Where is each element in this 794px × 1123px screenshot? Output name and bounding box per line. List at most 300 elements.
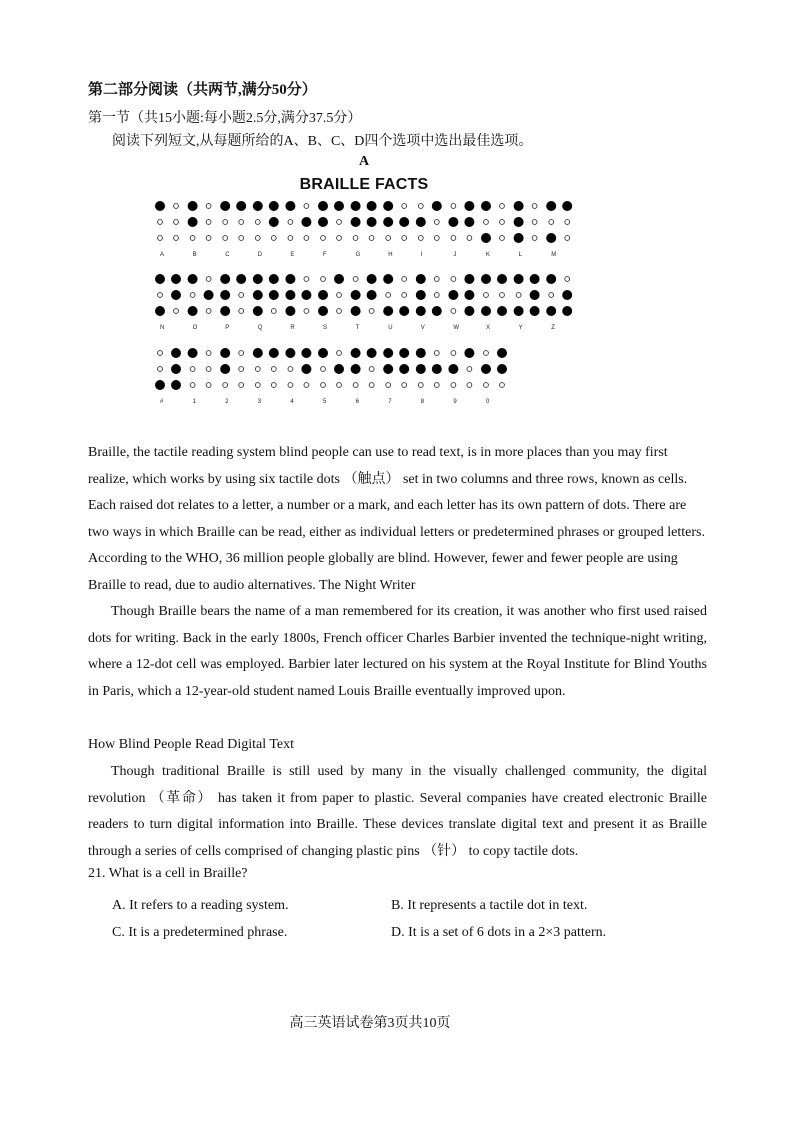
braille-cell-label: G: [355, 252, 361, 258]
braille-cell: [383, 274, 409, 331]
raised-dot: [514, 217, 524, 227]
flat-dot: [288, 236, 293, 241]
raised-dot: [416, 274, 426, 284]
passage-paragraph-2: Though Braille bears the name of a man remembered for its creation, it was another who first used raised dots for writing. Back in the early 1800s, French officer Charles Barbier invented the technique-night writing, where a 12-dot cell was employed. Barbier later lectured on his system at the Royal Institute for Blind Youths in Paris, which a 12-year-old student named Louis Braille eventually improved upon.: [88, 604, 707, 699]
raised-dot: [318, 217, 328, 227]
raised-dot: [318, 201, 328, 211]
raised-dot: [285, 201, 295, 211]
flat-dot: [206, 351, 211, 356]
flat-dot: [206, 236, 211, 241]
flat-dot: [304, 309, 309, 314]
braille-cell-label: N: [160, 325, 165, 331]
flat-dot: [451, 204, 456, 209]
braille-cell: [155, 201, 178, 258]
braille-cell: [285, 348, 311, 405]
raised-dot: [155, 380, 165, 390]
flat-dot: [386, 236, 391, 241]
raised-dot: [188, 201, 198, 211]
option-a[interactable]: A. It refers to a reading system.: [112, 898, 289, 913]
raised-dot: [464, 290, 474, 300]
braille-cell-label: 6: [355, 399, 359, 405]
flat-dot: [174, 236, 179, 241]
flat-dot: [321, 236, 326, 241]
raised-dot: [546, 306, 556, 316]
option-d[interactable]: D. It is a set of 6 dots in a 2×3 pattern.: [391, 925, 607, 940]
braille-cell-label: D: [257, 252, 263, 258]
braille-cell: [220, 348, 243, 405]
raised-dot: [301, 290, 311, 300]
flat-dot: [288, 367, 293, 372]
section-title: 第二部分阅读（共两节,满分50分）: [88, 82, 317, 98]
flat-dot: [239, 383, 244, 388]
flat-dot: [271, 367, 276, 372]
flat-dot: [206, 309, 211, 314]
flat-dot: [500, 293, 505, 298]
flat-dot: [158, 293, 163, 298]
braille-cell: [318, 201, 344, 258]
flat-dot: [434, 277, 439, 282]
raised-dot: [448, 217, 458, 227]
braille-cell: [481, 274, 507, 331]
passage-paragraph-1: Braille, the tactile reading system blind people can use to read text, is in more places than you may first realize, which works by using six tactile dots （触点） set in two columns and three rows, known as cells. Each raised dot relates to a letter, a number or a mark, and each letter has its own pattern of dots. There are two ways in which Braille can be read, either as individual letters or predetermined phrases or grouped letters. According to the WHO, 36 million people globally are blind. However, fewer and fewer people are using Braille to read, due to audio alternatives. The Night Writer: [88, 445, 705, 593]
braille-cell-label: W: [453, 325, 460, 331]
raised-dot: [171, 290, 181, 300]
braille-cell-label: A: [160, 252, 165, 258]
braille-cell-label: O: [192, 325, 198, 331]
raised-dot: [171, 348, 181, 358]
raised-dot: [416, 364, 426, 374]
flat-dot: [484, 293, 489, 298]
flat-dot: [239, 236, 244, 241]
raised-dot: [464, 217, 474, 227]
raised-dot: [432, 201, 442, 211]
braille-cell: [351, 348, 377, 405]
raised-dot: [481, 201, 491, 211]
raised-dot: [481, 274, 491, 284]
raised-dot: [497, 306, 507, 316]
raised-dot: [546, 274, 556, 284]
raised-dot: [562, 201, 572, 211]
flat-dot: [321, 277, 326, 282]
braille-cell: [285, 201, 311, 258]
raised-dot: [334, 274, 344, 284]
braille-cell: [285, 274, 311, 331]
flat-dot: [239, 309, 244, 314]
raised-dot: [530, 306, 540, 316]
braille-cell: [416, 201, 442, 258]
flat-dot: [467, 383, 472, 388]
raised-dot: [155, 274, 165, 284]
braille-cell: [481, 201, 504, 258]
raised-dot: [562, 290, 572, 300]
raised-dot: [285, 290, 295, 300]
raised-dot: [481, 233, 491, 243]
raised-dot: [220, 274, 230, 284]
flat-dot: [304, 204, 309, 209]
raised-dot: [155, 306, 165, 316]
braille-cell-label: I: [420, 252, 423, 258]
flat-dot: [158, 351, 163, 356]
flat-dot: [239, 220, 244, 225]
raised-dot: [188, 348, 198, 358]
braille-cell: [514, 201, 537, 258]
raised-dot: [530, 274, 540, 284]
braille-cell: [383, 201, 409, 258]
flat-dot: [321, 383, 326, 388]
raised-dot: [367, 201, 377, 211]
flat-dot: [304, 277, 309, 282]
raised-dot: [318, 348, 328, 358]
raised-dot: [301, 217, 311, 227]
flat-dot: [532, 220, 537, 225]
flat-dot: [516, 293, 521, 298]
flat-dot: [337, 220, 342, 225]
raised-dot: [383, 274, 393, 284]
raised-dot: [399, 306, 409, 316]
raised-dot: [220, 201, 230, 211]
flat-dot: [451, 236, 456, 241]
braille-cell-label: #: [160, 399, 164, 405]
braille-cell: [416, 348, 442, 405]
braille-cell: [253, 201, 279, 258]
raised-dot: [562, 306, 572, 316]
raised-dot: [171, 380, 181, 390]
flat-dot: [174, 309, 179, 314]
flat-dot: [434, 220, 439, 225]
flat-dot: [337, 236, 342, 241]
flat-dot: [402, 293, 407, 298]
raised-dot: [514, 201, 524, 211]
raised-dot: [171, 274, 181, 284]
raised-dot: [351, 201, 361, 211]
raised-dot: [416, 290, 426, 300]
flat-dot: [467, 367, 472, 372]
flat-dot: [434, 293, 439, 298]
raised-dot: [464, 201, 474, 211]
raised-dot: [514, 274, 524, 284]
flat-dot: [206, 367, 211, 372]
flat-dot: [239, 367, 244, 372]
flat-dot: [255, 236, 260, 241]
raised-dot: [220, 290, 230, 300]
braille-cell-label: S: [323, 325, 328, 331]
braille-cell: [546, 201, 572, 258]
flat-dot: [255, 367, 260, 372]
raised-dot: [367, 290, 377, 300]
figure-title: BRAILLE FACTS: [299, 176, 429, 193]
raised-dot: [383, 217, 393, 227]
braille-cell: [253, 274, 279, 331]
raised-dot: [432, 306, 442, 316]
raised-dot: [351, 306, 361, 316]
flat-dot: [402, 204, 407, 209]
braille-cell: [220, 274, 246, 331]
braille-cell-label: 5: [323, 399, 327, 405]
passage-paragraph-3: Though traditional Braille is still used by many in the visually challenged community, the digital revolution （革命） has taken it from paper to plastic. Several companies have created electronic Braille readers to turn digital information into Braille. These devices translate digital text and present it as Braille through a series of cells comprised of changing plastic pins （针） to copy tactile dots.: [88, 764, 707, 859]
flat-dot: [402, 277, 407, 282]
flat-dot: [239, 293, 244, 298]
braille-cell-label: 2: [225, 399, 229, 405]
raised-dot: [351, 348, 361, 358]
raised-dot: [367, 348, 377, 358]
raised-dot: [236, 201, 246, 211]
raised-dot: [236, 274, 246, 284]
braille-alphabet-figure: [150, 196, 580, 408]
flat-dot: [239, 351, 244, 356]
braille-cell-label: R: [290, 325, 295, 331]
flat-dot: [190, 236, 195, 241]
flat-dot: [271, 236, 276, 241]
raised-dot: [155, 201, 165, 211]
braille-cell: [351, 274, 377, 331]
braille-cell: [481, 348, 507, 405]
flat-dot: [174, 220, 179, 225]
flat-dot: [353, 383, 358, 388]
option-b[interactable]: B. It represents a tactile dot in text.: [391, 898, 588, 913]
braille-cell: [155, 274, 181, 331]
raised-dot: [464, 306, 474, 316]
raised-dot: [285, 306, 295, 316]
flat-dot: [434, 351, 439, 356]
flat-dot: [402, 383, 407, 388]
braille-cell-label: X: [486, 325, 491, 331]
raised-dot: [546, 201, 556, 211]
braille-cell: [318, 348, 344, 405]
flat-dot: [304, 383, 309, 388]
flat-dot: [467, 236, 472, 241]
flat-dot: [565, 220, 570, 225]
braille-cell-label: 7: [388, 399, 392, 405]
braille-cell-label: 9: [453, 399, 457, 405]
braille-cell-label: 3: [257, 399, 262, 405]
raised-dot: [301, 364, 311, 374]
question-stem: 21. What is a cell in Braille?: [88, 866, 248, 881]
raised-dot: [351, 364, 361, 374]
braille-cell-label: 0: [486, 399, 490, 405]
flat-dot: [369, 367, 374, 372]
raised-dot: [514, 233, 524, 243]
raised-dot: [220, 306, 230, 316]
raised-dot: [334, 201, 344, 211]
braille-cell-label: E: [290, 252, 295, 258]
passage-letter: A: [358, 154, 370, 169]
raised-dot: [399, 217, 409, 227]
flat-dot: [271, 383, 276, 388]
braille-cell-label: T: [355, 325, 360, 331]
raised-dot: [448, 364, 458, 374]
braille-cell-label: J: [453, 252, 457, 258]
raised-dot: [318, 290, 328, 300]
raised-dot: [448, 290, 458, 300]
raised-dot: [269, 274, 279, 284]
flat-dot: [304, 236, 309, 241]
flat-dot: [369, 236, 374, 241]
braille-cell: [188, 348, 211, 405]
flat-dot: [434, 236, 439, 241]
flat-dot: [321, 367, 326, 372]
flat-dot: [158, 367, 163, 372]
raised-dot: [546, 233, 556, 243]
braille-cell: [155, 348, 181, 405]
braille-cell-label: Q: [257, 325, 263, 331]
raised-dot: [269, 201, 279, 211]
raised-dot: [497, 274, 507, 284]
raised-dot: [269, 290, 279, 300]
flat-dot: [434, 383, 439, 388]
braille-cell-label: F: [323, 252, 327, 258]
raised-dot: [188, 217, 198, 227]
flat-dot: [223, 220, 228, 225]
flat-dot: [206, 277, 211, 282]
flat-dot: [158, 236, 163, 241]
flat-dot: [549, 293, 554, 298]
braille-cell: [220, 201, 246, 258]
flat-dot: [190, 293, 195, 298]
raised-dot: [432, 364, 442, 374]
braille-cell: [188, 274, 214, 331]
flat-dot: [206, 220, 211, 225]
braille-cell: [514, 274, 540, 331]
braille-cell: [448, 348, 474, 405]
braille-cell: [351, 201, 377, 258]
raised-dot: [351, 217, 361, 227]
flat-dot: [418, 236, 423, 241]
option-c[interactable]: C. It is a predetermined phrase.: [112, 925, 288, 940]
raised-dot: [188, 274, 198, 284]
flat-dot: [353, 277, 358, 282]
raised-dot: [416, 217, 426, 227]
braille-cell: [416, 274, 442, 331]
flat-dot: [565, 236, 570, 241]
raised-dot: [285, 348, 295, 358]
flat-dot: [206, 204, 211, 209]
subsection-title: 第一节（共15小题:每小题2.5分,满分37.5分）: [88, 111, 362, 126]
flat-dot: [386, 293, 391, 298]
flat-dot: [223, 383, 228, 388]
raised-dot: [481, 364, 491, 374]
flat-dot: [484, 351, 489, 356]
flat-dot: [337, 309, 342, 314]
raised-dot: [497, 348, 507, 358]
flat-dot: [271, 309, 276, 314]
braille-cell: [448, 274, 474, 331]
braille-cell-label: C: [225, 252, 230, 258]
braille-cell-label: M: [551, 252, 557, 258]
raised-dot: [269, 348, 279, 358]
flat-dot: [565, 277, 570, 282]
flat-dot: [255, 220, 260, 225]
flat-dot: [500, 204, 505, 209]
braille-cell-label: U: [388, 325, 393, 331]
braille-cell: [253, 348, 279, 405]
raised-dot: [253, 348, 263, 358]
flat-dot: [402, 236, 407, 241]
flat-dot: [174, 204, 179, 209]
raised-dot: [464, 274, 474, 284]
raised-dot: [399, 348, 409, 358]
raised-dot: [530, 290, 540, 300]
flat-dot: [451, 309, 456, 314]
raised-dot: [188, 306, 198, 316]
flat-dot: [206, 383, 211, 388]
raised-dot: [383, 306, 393, 316]
braille-cell: [546, 274, 572, 331]
braille-cell-label: P: [225, 325, 230, 331]
raised-dot: [220, 348, 230, 358]
raised-dot: [253, 306, 263, 316]
braille-cell: [448, 201, 474, 258]
raised-dot: [464, 348, 474, 358]
raised-dot: [171, 364, 181, 374]
flat-dot: [451, 383, 456, 388]
flat-dot: [500, 383, 505, 388]
raised-dot: [367, 217, 377, 227]
raised-dot: [383, 364, 393, 374]
flat-dot: [532, 204, 537, 209]
flat-dot: [288, 383, 293, 388]
flat-dot: [369, 383, 374, 388]
flat-dot: [451, 351, 456, 356]
flat-dot: [337, 351, 342, 356]
raised-dot: [204, 290, 214, 300]
raised-dot: [253, 201, 263, 211]
flat-dot: [500, 236, 505, 241]
flat-dot: [353, 236, 358, 241]
flat-dot: [386, 383, 391, 388]
flat-dot: [484, 383, 489, 388]
flat-dot: [190, 383, 195, 388]
flat-dot: [369, 309, 374, 314]
raised-dot: [301, 348, 311, 358]
raised-dot: [399, 364, 409, 374]
flat-dot: [288, 220, 293, 225]
flat-dot: [500, 220, 505, 225]
raised-dot: [351, 290, 361, 300]
raised-dot: [334, 364, 344, 374]
passage-subheading: How Blind People Read Digital Text: [88, 737, 295, 752]
raised-dot: [383, 348, 393, 358]
raised-dot: [269, 217, 279, 227]
braille-cell-label: 4: [290, 399, 294, 405]
raised-dot: [416, 348, 426, 358]
raised-dot: [497, 364, 507, 374]
flat-dot: [158, 220, 163, 225]
flat-dot: [451, 277, 456, 282]
raised-dot: [285, 274, 295, 284]
braille-cell-label: K: [486, 252, 491, 258]
braille-cell-label: H: [388, 252, 393, 258]
braille-cell-label: 8: [420, 399, 425, 405]
flat-dot: [337, 293, 342, 298]
flat-dot: [337, 383, 342, 388]
raised-dot: [514, 306, 524, 316]
flat-dot: [484, 220, 489, 225]
raised-dot: [220, 364, 230, 374]
braille-cell-label: 1: [192, 399, 196, 405]
page-footer: 高三英语试卷第3页共10页: [289, 1016, 451, 1031]
raised-dot: [253, 274, 263, 284]
flat-dot: [223, 236, 228, 241]
flat-dot: [532, 236, 537, 241]
flat-dot: [190, 367, 195, 372]
raised-dot: [383, 201, 393, 211]
raised-dot: [416, 306, 426, 316]
flat-dot: [255, 383, 260, 388]
flat-dot: [418, 204, 423, 209]
braille-cell-label: Y: [518, 325, 523, 331]
flat-dot: [418, 383, 423, 388]
braille-cell: [318, 274, 344, 331]
